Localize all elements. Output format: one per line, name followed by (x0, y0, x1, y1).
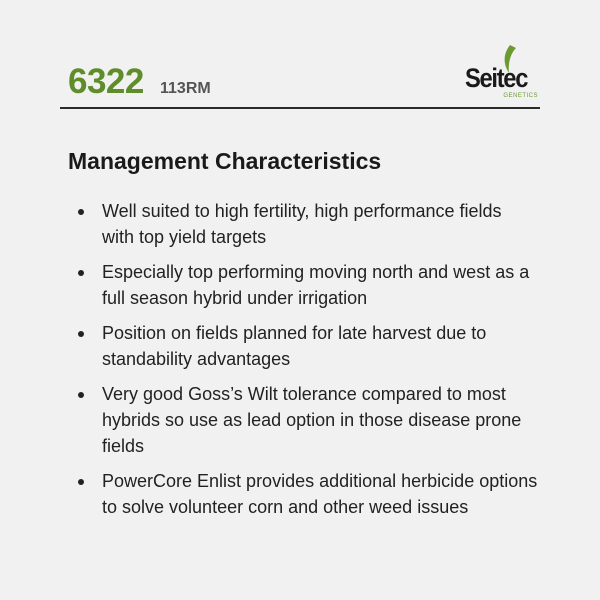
characteristics-list (68, 198, 538, 529)
list-item-text: Very good Goss’s Wilt tolerance compared to most hybrids so use as lead option in those disease prone fields (102, 384, 522, 456)
header (60, 58, 540, 108)
bullet-icon (78, 392, 84, 398)
list-item (68, 259, 538, 311)
logo-subtitle: GENETICS (503, 93, 538, 99)
bullet-icon (78, 331, 84, 337)
list-item (68, 468, 538, 520)
list-item (68, 198, 538, 250)
list-item (68, 381, 538, 459)
list-item (68, 320, 538, 372)
bullet-icon (78, 270, 84, 276)
relative-maturity: 113RM (160, 80, 211, 97)
list-item-text: Well suited to high fertility, high performance fields with top yield targets (102, 201, 502, 247)
seitec-logo (462, 44, 540, 104)
list-item-text: Especially top performing moving north and west as a full season hybrid under irrigation (102, 262, 530, 308)
product-number: 6322 (68, 62, 144, 101)
bullet-icon (78, 479, 84, 485)
header-divider (60, 107, 540, 109)
list-item-text: PowerCore Enlist provides additional herbicide options to solve volunteer corn and other weed issues (102, 471, 538, 517)
section-title: Management Characteristics (68, 148, 382, 174)
list-item-text: Position on fields planned for late harvest due to standability advantages (102, 323, 487, 369)
bullet-icon (78, 209, 84, 215)
logo-wordmark: Seitec (465, 63, 528, 93)
